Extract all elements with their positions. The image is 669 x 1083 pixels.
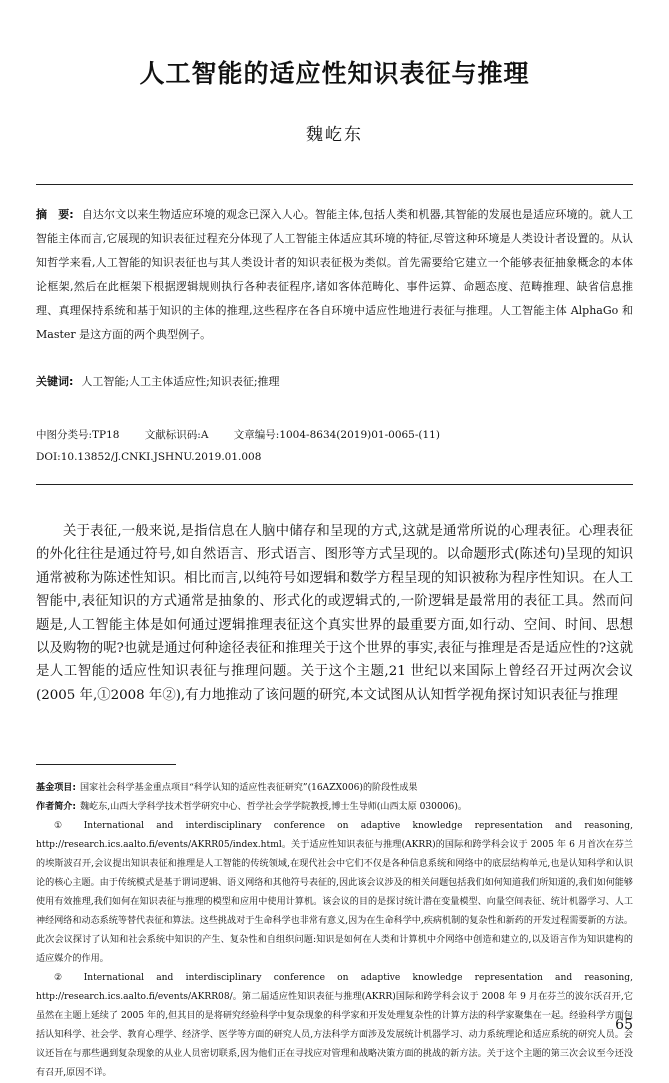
author-info-label: 作者简介: [36,802,77,812]
doi: DOI:10.13852/J.CNKI.JSHNU.2019.01.008 [36,451,262,463]
document-code: 文献标识码:A [144,429,209,441]
footnote-rule [36,764,176,765]
clc-number: 中图分类号:TP18 [36,429,120,441]
article-meta [36,424,633,468]
body-paragraph: 关于表征,一般来说,是指信息在人脑中储存和呈现的方式,这就是通常所说的心理表征。心理表征的外化往往是通过符号,如自然语言、形式语言、图形等方式呈现的。以命题形式(陈述句)呈现的知识通常被称为陈述性知识。相比而言,以纯符号如逻辑和数学方程呈现的知识被称为程序性知识。在人工智能中,表征知识的方式通常是抽象的、形式化的或逻辑式的,一阶逻辑是最常用的表征工具。然而问题是,人工智能主体是如何通过逻辑推理表征这个真实世界的最重要方面,如行动、空间、时间、思想以及购物的呢?也就是通过何种途径表征和推理关于这个世界的事实,表征与推理是否是适应性的?这就是人工智能的适应性知识表征与推理问题。关于这个主题,21 世纪以来国际上曾经召开过两次会议(2005 年,①2008 年②),有力地推动了该问题的研究,本文试图从认知哲学视角探讨知识表征与推理 [36,524,633,703]
top-rule [36,184,633,185]
fund-text: 国家社会科学基金重点项目“科学认知的适应性表征研究”(16AZX006)的阶段性成果 [80,783,418,793]
author-note [36,798,633,817]
page-number: 65 [615,1017,633,1033]
fund-note [36,779,633,798]
abstract-label: 摘 要: [36,208,74,221]
keywords-label: 关键词: [36,375,74,388]
keywords-text: 人工智能;人工主体适应性;知识表征;推理 [81,375,280,388]
author-name: 魏屹东 [306,125,363,145]
paper-title: 人工智能的适应性知识表征与推理 [139,59,530,88]
abstract-text: 自达尔文以来生物适应环境的观念已深入人心。智能主体,包括人类和机器,其智能的发展也是适应环境的。就人工智能主体而言,它展现的知识表征过程充分体现了人工智能主体适应其环境的特征,尽管这种环境是人类设计者设置的。从认知哲学来看,人工智能的知识表征也与其人类设计者的知识表征极为类似。首先需要给它建立一个能够表征抽象概念的本体论框架,然后在此框架下根据逻辑规则执行各种表征程序,诸如客体范畴化、事件运算、命题态度、范畴推理、缺省信息推理、真理保持系统和基于知识的主体的推理,这些程序在各自环境中适应性地进行表征与推理。人工智能主体 AlphaGo 和 Master 是这方面的两个典型例子。 [36,208,633,341]
middle-rule [36,484,633,485]
abstract [36,203,633,347]
meta-codes-line [36,424,633,446]
footnotes [36,779,633,1083]
footnote-1: ① International and interdisciplinary conference on adaptive knowledge representation and reasoning, http://research.ics.aalto.fi/events/AKRR05/index.html。关于适应性知识表征与推理(AKRR)的国际和跨学科会议于 2005 年 6 月首次在芬兰的埃斯波召开,会议提出知识表征和推理是人工智能的传统领域,在现代社会中它们不仅是各种信息系统和网络中的底层结构单元,也是认知科学和认识论的核心主题。由于传统模式是基于谓词逻辑、语义网络和其他符号表征的,因此该会议涉及的相关问题包括我们如何知道我们所知道的,我们如何能够使用有效推理,我们如何在知识表征与推理的模型和应用中使用计算机。该会议的目的是探讨统计潜在变量模型、向量空间表征、统计机器学习、人工神经网络和动态系统等替代表征和算法。这些挑战对于生命科学也非常有意义,因为在生命科学中,疾病机制的复杂性和新药的开发过程需要新的方法。此次会议探讨了认知和社会系统中知识的产生、复杂性和自组织问题:知识是如何在人类和计算机中介网络中创造和建立的,以及语言作为知识建构的适应媒介的作用。 [36,821,633,964]
fund-label: 基金项目: [36,783,77,793]
author-info-text: 魏屹东,山西大学科学技术哲学研究中心、哲学社会学学院教授,博士生导师(山西太原 030006)。 [80,802,467,812]
article-number: 文章编号:1004-8634(2019)01-0065-(11) [233,429,440,441]
footnote-2: ② International and interdisciplinary conference on adaptive knowledge representation and reasoning, http://research.ics.aalto.fi/events/AKRR08/。第二届适应性知识表征与推理(AKRR)国际和跨学科会议于 2008 年 9 月在芬兰的波尔沃召开,它虽然在主题上延续了 2005 年的,但其目的是将研究经验科学中复杂现象的科学家和开发处理复杂性的计算方法的科学家聚集在一起。经验科学方面包括认知科学、社会学、教育心理学、经济学、医学等方面的研究人员,方法科学方面涉及发展统计机器学习、动力系统理论和适应系统的研究人员。会议还旨在与那些遇到复杂现象的从业人员密切联系,因为他们正在寻找应对管理和战略决策方面的挑战的新方法。关于这个主题的第三次会议至今还没有召开,原因不详。 [36,973,633,1078]
keywords [36,371,633,393]
